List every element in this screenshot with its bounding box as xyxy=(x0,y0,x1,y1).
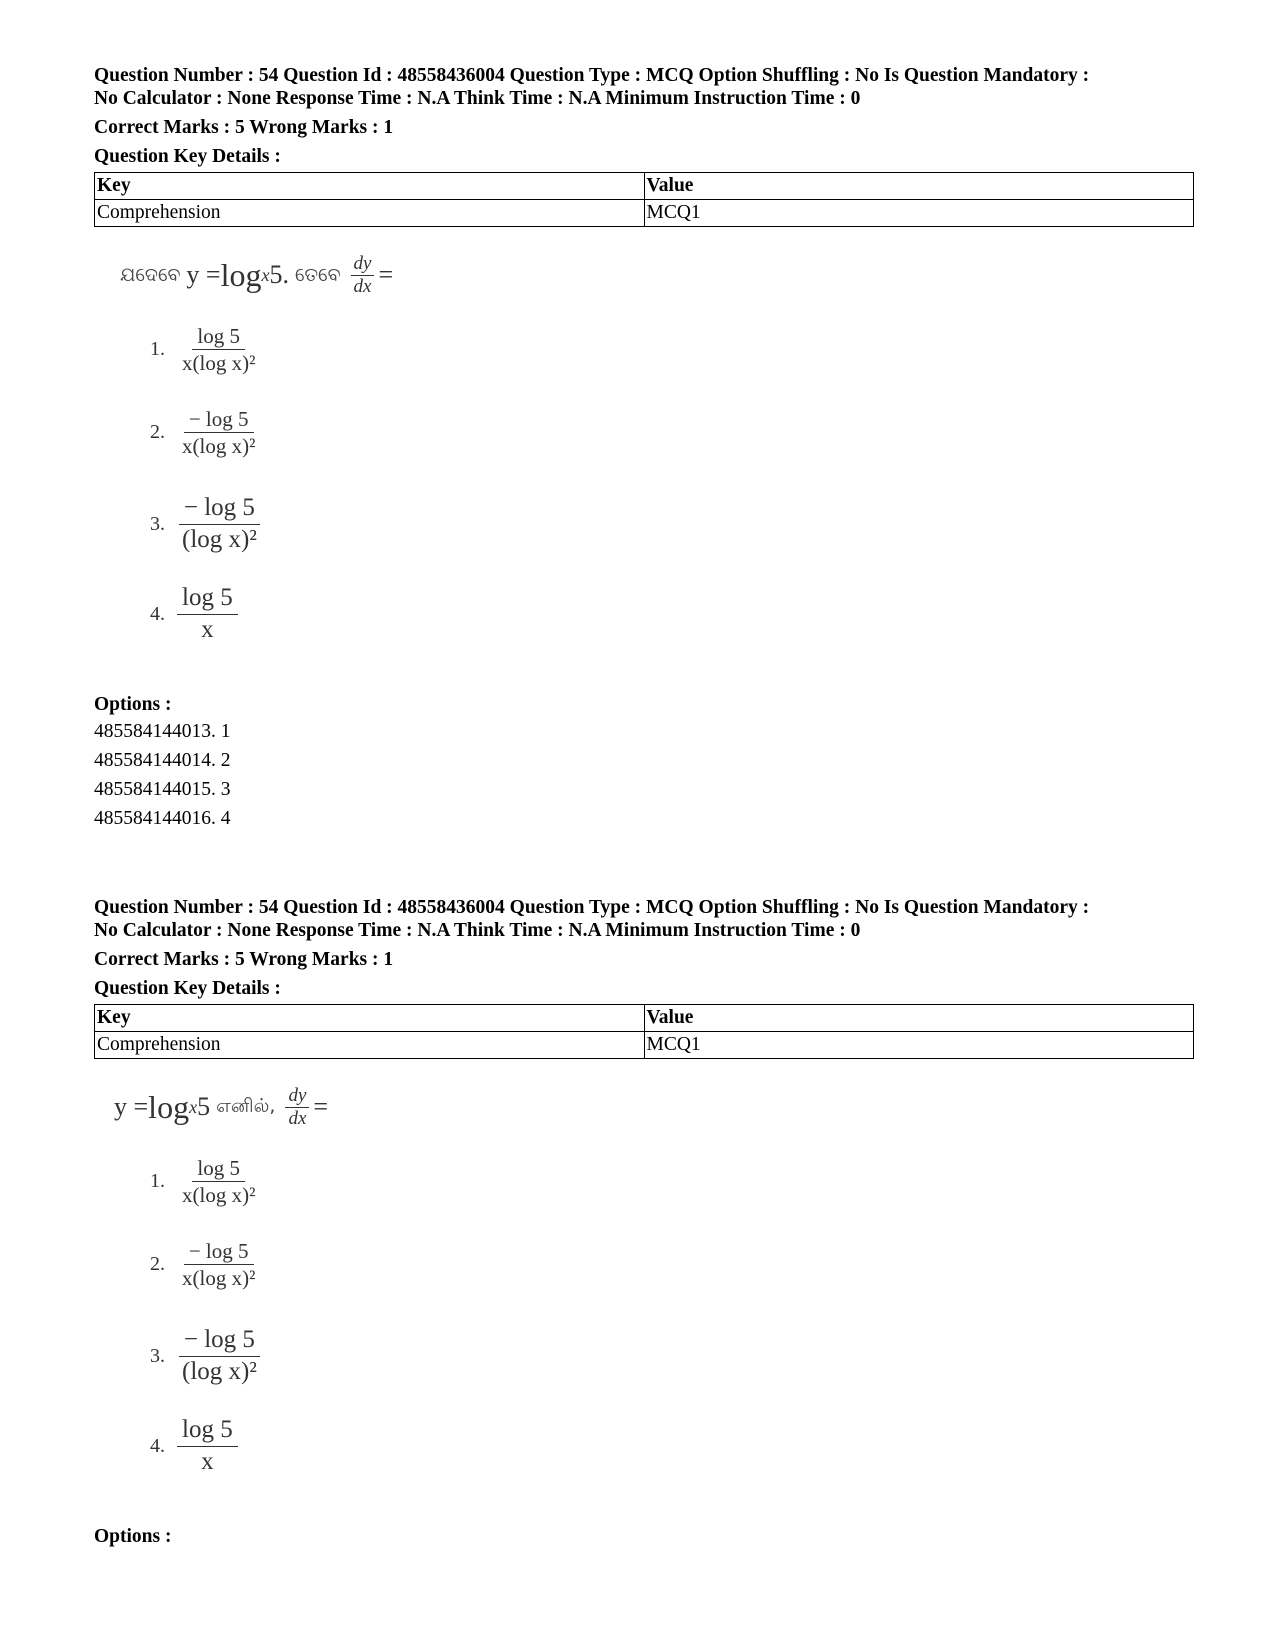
choice-2 xyxy=(150,1238,264,1291)
choice-numerator: − log 5 xyxy=(184,406,254,433)
key-details-label: Question Key Details : xyxy=(94,978,281,999)
stem-frac-den: dx xyxy=(353,275,372,297)
question-meta-line-1: Question Number : 54 Question Id : 48558436004 Question Type : MCQ Option Shuffling : No Is Question Mandatory : xyxy=(94,65,1090,86)
stem-suffix-text: எனில், xyxy=(216,1094,276,1117)
option-line: 485584144016. 4 xyxy=(94,808,231,829)
choice-number: 3. xyxy=(150,512,165,535)
choice-1 xyxy=(150,1155,264,1208)
question-block-2 xyxy=(94,896,1194,1549)
stem-expr-y: y = xyxy=(186,260,221,290)
choice-number: 4. xyxy=(150,602,165,625)
choice-numerator: − log 5 xyxy=(184,1238,254,1265)
stem-suffix-text: ତେବେ xyxy=(294,264,341,287)
stem-expr-sub: x xyxy=(261,264,270,285)
options-label: Options : xyxy=(94,1526,172,1547)
question-meta-line-2: No Calculator : None Response Time : N.A Think Time : N.A Minimum Instruction Time : 0 xyxy=(94,88,861,109)
question-meta-line-2: No Calculator : None Response Time : N.A Think Time : N.A Minimum Instruction Time : 0 xyxy=(94,920,861,941)
table-header-row xyxy=(95,173,1194,200)
question-meta-line-1: Question Number : 54 Question Id : 48558436004 Question Type : MCQ Option Shuffling : No Is Question Mandatory : xyxy=(94,897,1090,918)
choice-fraction xyxy=(177,1155,260,1208)
table-header-key: Key xyxy=(95,173,645,200)
stem-expr-5: 5. xyxy=(269,260,289,290)
choice-number: 1. xyxy=(150,338,165,361)
choice-fraction xyxy=(177,493,262,556)
question-block-1 xyxy=(94,64,1194,833)
stem-equals: = xyxy=(313,1092,329,1122)
stem-expr-sub: x xyxy=(189,1096,198,1117)
table-header-key: Key xyxy=(95,1005,645,1032)
choice-denominator: x(log x)² xyxy=(182,351,256,376)
table-header-row xyxy=(95,1005,1194,1032)
choice-numerator: log 5 xyxy=(177,1415,238,1447)
choice-4 xyxy=(150,1415,242,1478)
question-stem xyxy=(114,253,393,298)
marks-line: Correct Marks : 5 Wrong Marks : 1 xyxy=(94,117,394,138)
choice-3 xyxy=(150,493,266,556)
stem-frac-num: dy xyxy=(285,1085,309,1108)
choice-fraction xyxy=(177,1325,262,1388)
option-line: 485584144013. 1 xyxy=(94,721,231,742)
key-details-table xyxy=(94,1004,1194,1059)
choice-numerator: log 5 xyxy=(177,583,238,615)
choice-fraction xyxy=(177,1238,260,1291)
choice-numerator: − log 5 xyxy=(179,493,260,525)
choice-3 xyxy=(150,1325,266,1388)
question-image xyxy=(94,253,1194,693)
marks-line: Correct Marks : 5 Wrong Marks : 1 xyxy=(94,949,394,970)
stem-frac-den: dx xyxy=(288,1107,307,1129)
choice-numerator: − log 5 xyxy=(179,1325,260,1357)
stem-frac-num: dy xyxy=(351,253,375,276)
stem-prefix-text: ଯଦେବେ xyxy=(120,264,181,287)
choice-denominator: x(log x)² xyxy=(182,1183,256,1208)
question-stem xyxy=(114,1085,328,1130)
stem-expr-log: log xyxy=(220,256,262,293)
stem-expr-5: 5 xyxy=(197,1092,211,1122)
stem-derivative xyxy=(351,253,375,298)
stem-expr-log: log xyxy=(148,1088,190,1125)
option-line: 485584144014. 2 xyxy=(94,750,231,771)
choice-fraction xyxy=(177,406,260,459)
stem-derivative xyxy=(285,1085,309,1130)
choice-number: 3. xyxy=(150,1344,165,1367)
choice-number: 2. xyxy=(150,1253,165,1276)
choice-number: 2. xyxy=(150,421,165,444)
choice-denominator: x xyxy=(201,615,214,643)
choice-fraction xyxy=(177,323,260,376)
choice-2 xyxy=(150,406,264,459)
table-row xyxy=(95,1032,1194,1059)
choice-denominator: (log x)² xyxy=(182,525,257,553)
choice-fraction xyxy=(177,1415,238,1478)
choice-denominator: x(log x)² xyxy=(182,434,256,459)
options-label: Options : xyxy=(94,694,172,715)
table-row xyxy=(95,200,1194,227)
choice-number: 4. xyxy=(150,1434,165,1457)
key-details-table xyxy=(94,172,1194,227)
choice-fraction xyxy=(177,583,238,646)
choice-denominator: (log x)² xyxy=(182,1357,257,1385)
choice-number: 1. xyxy=(150,1170,165,1193)
table-cell-value: MCQ1 xyxy=(644,200,1194,227)
table-cell-key: Comprehension xyxy=(95,1032,645,1059)
choice-numerator: log 5 xyxy=(192,1155,245,1182)
table-header-value: Value xyxy=(644,1005,1194,1032)
choice-4 xyxy=(150,583,242,646)
choice-denominator: x xyxy=(201,1447,214,1475)
choice-1 xyxy=(150,323,264,376)
option-line: 485584144015. 3 xyxy=(94,779,231,800)
table-header-value: Value xyxy=(644,173,1194,200)
key-details-label: Question Key Details : xyxy=(94,146,281,167)
stem-equals: = xyxy=(378,260,394,290)
choice-denominator: x(log x)² xyxy=(182,1266,256,1291)
choice-numerator: log 5 xyxy=(192,323,245,350)
table-cell-key: Comprehension xyxy=(95,200,645,227)
table-cell-value: MCQ1 xyxy=(644,1032,1194,1059)
question-image xyxy=(94,1085,1194,1525)
stem-expr-y: y = xyxy=(114,1092,149,1122)
